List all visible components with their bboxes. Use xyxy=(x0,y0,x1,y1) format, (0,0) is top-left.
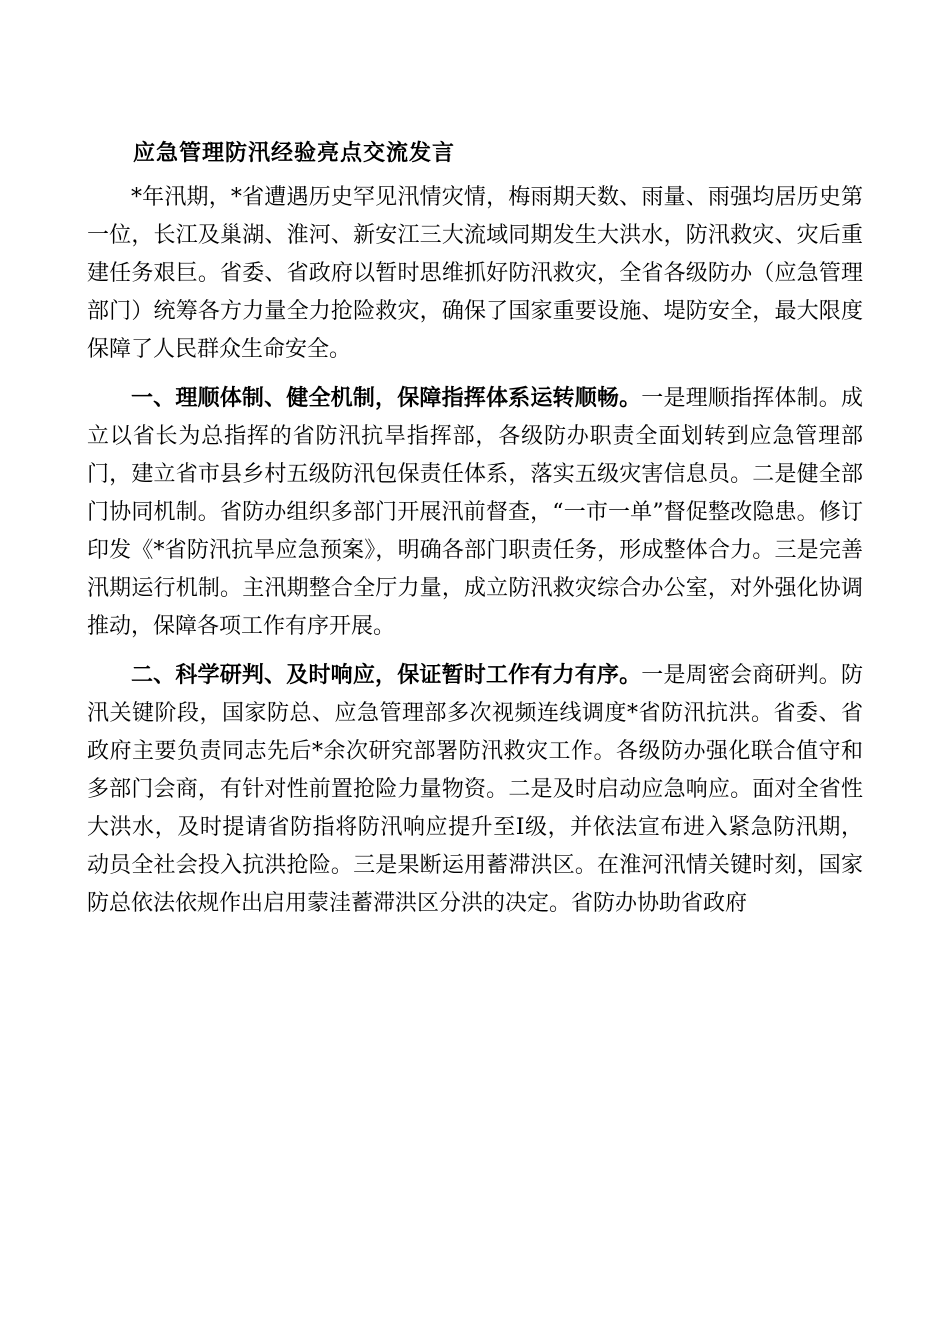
paragraph-section-2 xyxy=(87,656,863,923)
paragraph-text: 一是理顺指挥体制。成立以省长为总指挥的省防汛抗旱指挥部，各级防办职责全面划转到应急管理部门，建立省市县乡村五级防汛包保责任体系，落实五级灾害信息员。二是健全部门协同机制。省防办组织多部门开展汛前督查，“一市一单”督促整改隐患。修订印发《*省防汛抗旱应急预案》，明确各部门职责任务，形成整体合力。三是完善汛期运行机制。主汛期整合全厅力量，成立防汛救灾综合办公室，对外强化协调推动，保障各项工作有序开展。 xyxy=(87,386,863,639)
paragraph-text: *年汛期，*省遭遇历史罕见汛情灾情，梅雨期天数、雨量、雨强均居历史第一位，长江及巢湖、淮河、新安江三大流域同期发生大洪水，防汛救灾、灾后重建任务艰巨。省委、省政府以暂时思维抓好防汛救灾，全省各级防办（应急管理部门）统筹各方力量全力抢险救灾，确保了国家重要设施、堤防安全，最大限度保障了人民群众生命安全。 xyxy=(87,185,863,362)
paragraph-lead: 一、理顺体制、健全机制，保障指挥体系运转顺畅。 xyxy=(131,385,642,411)
document-title: 应急管理防汛经验亮点交流发言 xyxy=(133,140,456,166)
document-page xyxy=(87,132,863,923)
paragraph-text: 一是周密会商研判。防汛关键阶段，国家防总、应急管理部多次视频连线调度*省防汛抗洪。省委、省政府主要负责同志先后*余次研究部署防汛救灾工作。各级防办强化联合值守和多部门会商，有针对性前置抢险力量物资。二是及时启动应急响应。面对全省性大洪水，及时提请省防指将防汛响应提升至Ⅰ级，并依法宣布进入紧急防汛期，动员全社会投入抗洪抢险。三是果断运用蓄滞洪区。在淮河汛情关键时刻，国家防总依法依规作出启用蒙洼蓄滞洪区分洪的决定。省防办协助省政府 xyxy=(87,663,863,916)
paragraph-intro xyxy=(87,178,863,369)
paragraph-section-1 xyxy=(87,379,863,646)
paragraph-lead: 二、科学研判、及时响应，保证暂时工作有力有序。 xyxy=(131,662,642,688)
